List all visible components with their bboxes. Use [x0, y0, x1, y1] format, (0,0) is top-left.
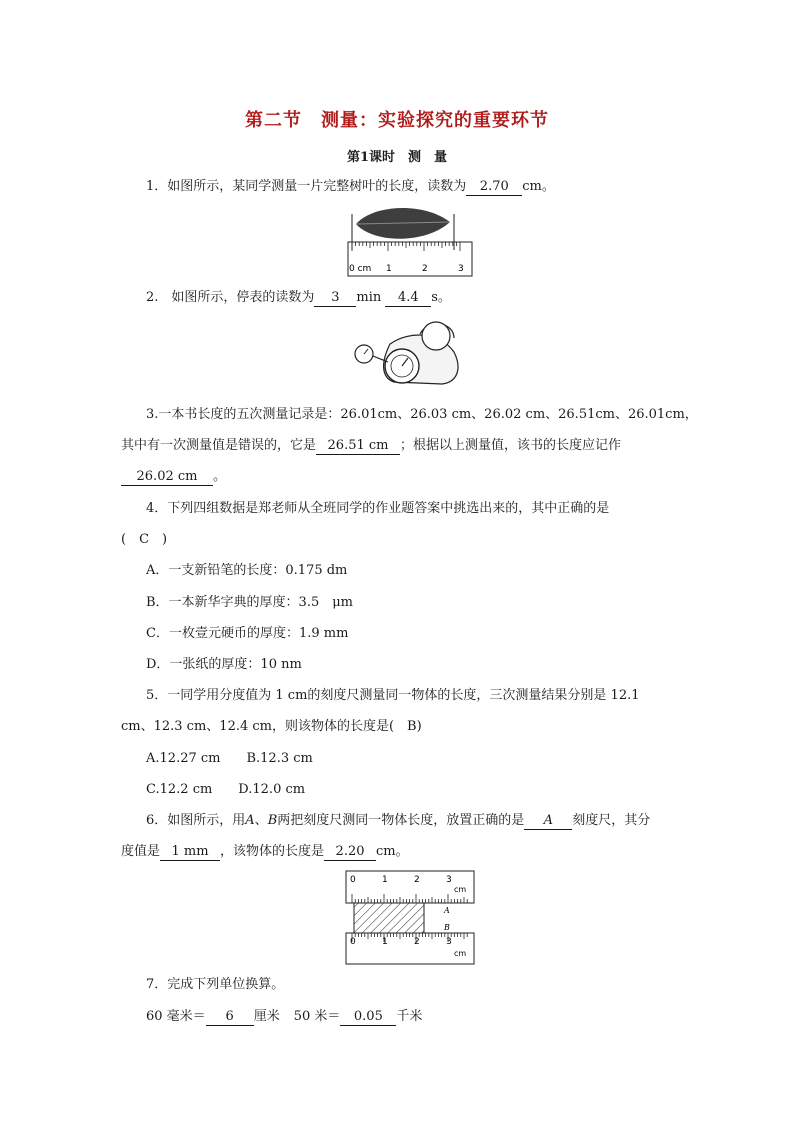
- q2-min-label: min: [356, 290, 382, 305]
- question-5-line2: cm、12.3 cm、12.4 cm，则该物体的长度是( B): [121, 719, 422, 734]
- q7-answer-2: 0.05: [340, 1009, 396, 1026]
- ruler-a-tick-label: 0: [350, 875, 356, 885]
- q3-answer-wrong: 26.51 cm: [316, 438, 400, 455]
- ruler-a-unit: cm: [454, 885, 467, 894]
- question-3-line1: 3.一本书长度的五次测量记录是：26.01cm、26.03 cm、26.02 cm、26.51cm、26.01cm，: [146, 407, 698, 422]
- two-rulers-figure: [342, 868, 476, 966]
- lesson-subtitle: 第1课时 测 量: [346, 150, 448, 165]
- q7-text: 厘米: [253, 1009, 280, 1024]
- q7-conversions: [146, 1008, 422, 1026]
- q1-tick-label: 1: [386, 264, 392, 274]
- q4-answer: ( C ): [121, 532, 168, 547]
- ruler-a-tick-label: 1: [382, 875, 388, 885]
- q1-unit: cm。: [522, 179, 555, 194]
- leaf-ruler-figure: [344, 200, 476, 280]
- question-1: [146, 178, 555, 196]
- q4-option-a: A．一支新铅笔的长度：0.175 dm: [146, 563, 348, 578]
- q3-text: ；根据以上测量值，该书的长度应记作: [400, 438, 622, 453]
- q3-text: 其中有一次测量值是错误的，它是: [121, 438, 317, 453]
- question-3-line2: [121, 437, 621, 455]
- q7-text: 50 米＝: [293, 1009, 341, 1024]
- question-6-line2: [121, 843, 409, 861]
- q6-sep: 、: [254, 813, 268, 828]
- question-2: [146, 289, 451, 307]
- q2-text: 2. 如图所示，停表的读数为: [146, 290, 315, 305]
- q6-text: cm。: [376, 844, 409, 859]
- ruler-a-tick-label: 2: [414, 875, 420, 885]
- ruler-b-tick-label: 1: [382, 937, 388, 947]
- ruler-b-tick-label: 0: [350, 937, 356, 947]
- ruler-b-tick-label: 2: [414, 937, 420, 947]
- q2-s-label: s。: [431, 290, 451, 305]
- q6-ruler-a: A: [245, 813, 255, 828]
- stopwatch-figure: [350, 312, 468, 388]
- q3-end: 。: [213, 469, 227, 484]
- q7-text: 60 毫米＝: [146, 1009, 206, 1024]
- q1-text: 1．如图所示，某同学测量一片完整树叶的长度，读数为: [146, 179, 467, 194]
- q6-answer-length: 2.20: [324, 844, 376, 861]
- q4-option-c: C．一枚壹元硬币的厚度：1.9 mm: [146, 626, 349, 641]
- q4-option-d: D．一张纸的厚度：10 nm: [146, 657, 302, 672]
- q6-text: 度值是: [121, 844, 161, 859]
- question-3-line3: [121, 468, 226, 486]
- q6-text: 刻度尺，其分: [572, 813, 651, 828]
- label-b: B: [444, 923, 450, 932]
- q6-ruler-b: B: [267, 813, 278, 828]
- q1-answer: 2.70: [466, 179, 522, 196]
- q6-text: 6．如图所示，用: [146, 813, 246, 828]
- q6-answer-ruler: A: [524, 813, 572, 830]
- measured-object: [354, 903, 424, 933]
- ruler-b-unit: cm: [454, 949, 467, 958]
- q3-answer-length: 26.02 cm: [121, 469, 213, 486]
- q7-text: 千米: [396, 1009, 423, 1024]
- thumb-dial: [422, 322, 450, 350]
- q6-answer-division: 1 mm: [160, 844, 220, 861]
- question-5-line1: 5．一同学用分度值为 1 cm的刻度尺测量同一物体的长度，三次测量结果分别是 12.1: [146, 688, 640, 703]
- ruler-a-tick-label: 3: [446, 875, 452, 885]
- q6-text: 两把刻度尺测同一物体长度，放置正确的是: [277, 813, 525, 828]
- q4-option-b: B．一本新华字典的厚度：3.5 μm: [146, 595, 354, 610]
- q2-answer-s: 4.4: [385, 290, 431, 307]
- q1-tick-label: 2: [422, 264, 428, 274]
- q5-options-row1: A.12.27 cm B.12.3 cm: [146, 751, 313, 766]
- q6-text: ，该物体的长度是: [220, 844, 325, 859]
- q2-answer-min: 3: [314, 290, 356, 307]
- ruler-b-tick-label: 3: [446, 937, 452, 947]
- q1-tick-label: 0 cm: [349, 264, 372, 274]
- question-7: 7．完成下列单位换算。: [146, 977, 285, 992]
- page-title: 第二节 测量：实验探究的重要环节: [245, 110, 549, 131]
- q5-options-row2: C.12.2 cm D.12.0 cm: [146, 782, 306, 797]
- q1-tick-label: 3: [458, 264, 464, 274]
- q7-answer-1: 6: [206, 1009, 254, 1026]
- question-6-line1: [146, 812, 650, 830]
- label-a: A: [444, 906, 450, 915]
- question-4-line1: 4．下列四组数据是郑老师从全班同学的作业题答案中挑选出来的，其中正确的是: [146, 501, 610, 516]
